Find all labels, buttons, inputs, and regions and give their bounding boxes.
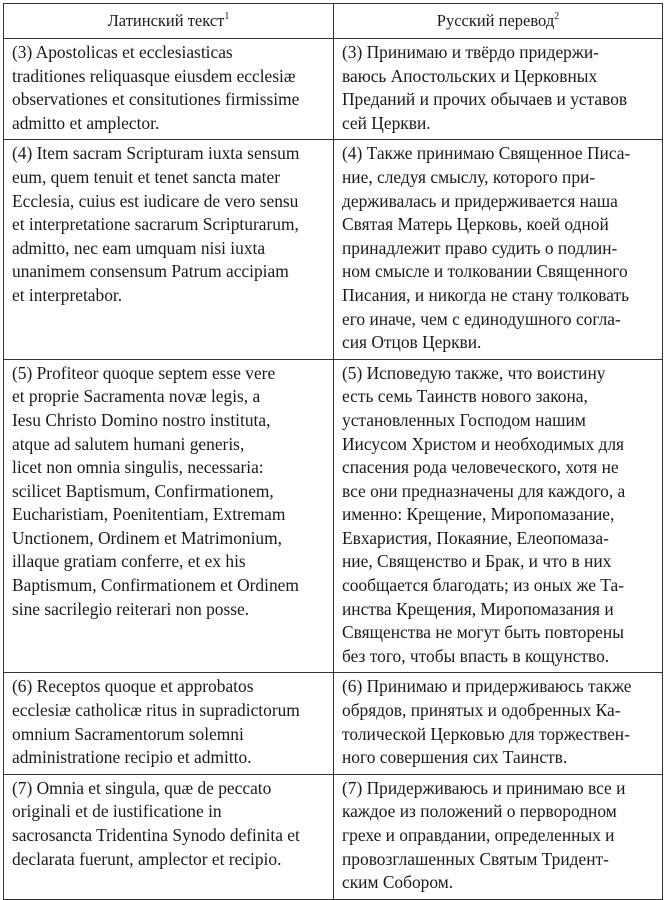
text-line: sine sacrilegio reiterari non posse. xyxy=(12,598,250,619)
text-line: (6) Receptos quoque et approbatos xyxy=(12,676,254,697)
text-line: Преданий и прочих обычаев и уставов xyxy=(342,89,628,110)
text-line: Писания, и никогда не стану толковать xyxy=(342,284,630,305)
text-line: сообщается благодать; из оных же Та- xyxy=(342,575,625,596)
russian-cell xyxy=(334,359,663,673)
text-line: Ecclesia, cuius est iudicare de vero sensu xyxy=(12,190,299,211)
text-line: ние, Священство и Брак, и что в них xyxy=(342,551,612,572)
text-line: Baptismum, Confirmationem et Ordinem xyxy=(12,575,299,596)
footnote-marker-2: 2 xyxy=(554,11,560,22)
text-line: declarata fuerunt, amplector et recipio. xyxy=(12,848,282,869)
text-line: (4) Item sacram Scripturam iuxta sensum xyxy=(12,143,300,164)
text-line: traditiones reliquasque eiusdem ecclesiæ xyxy=(12,65,296,86)
latin-cell xyxy=(4,673,334,774)
text-line: спасения рода человеческого, хотя не xyxy=(342,457,619,478)
text-line: scilicet Baptismum, Confirmationem, xyxy=(12,480,274,501)
latin-cell xyxy=(4,774,334,899)
header-russian-label: Русский перевод xyxy=(436,11,555,30)
text-line: illaque gratiam conferre, et ex his xyxy=(12,551,246,572)
text-line: держивалась и придерживается наша xyxy=(342,190,618,211)
text-line: ecclesiæ catholicæ ritus in supradictorum xyxy=(12,700,300,721)
text-line: без того, чтобы впасть в кощунство. xyxy=(342,645,610,666)
text-line: omnium Sacramentorum solemni xyxy=(12,723,244,744)
text-line: толической Церковью для торжествен- xyxy=(342,723,630,744)
text-line: (7) Omnia et singula, quæ de peccato xyxy=(12,777,272,798)
text-line: ном смысле и толковании Священного xyxy=(342,261,628,282)
text-line: et interpretatione sacrarum Scripturarum, xyxy=(12,214,299,235)
text-line: atque ad salutem humani generis, xyxy=(12,433,245,454)
russian-cell xyxy=(334,774,663,899)
text-line: Святая Матерь Церковь, коей одной xyxy=(342,214,609,235)
text-line: (3) Принимаю и твёрдо придержи- xyxy=(342,42,599,62)
header-latin-label: Латинский текст xyxy=(107,11,225,30)
text-line: et proprie Sacramenta novæ legis, a xyxy=(12,386,261,407)
text-line: admitto et amplector. xyxy=(12,112,160,133)
latin-cell xyxy=(4,140,334,359)
text-line: принадлежит право судить о подлин- xyxy=(342,237,618,258)
text-line: (6) Принимаю и придерживаюсь также xyxy=(342,676,632,697)
text-line: его иначе, чем с единодушного согла- xyxy=(342,308,621,329)
text-line: обрядов, принятых и одобренных Ка- xyxy=(342,700,621,721)
text-line: ного совершения сих Таинств. xyxy=(342,747,568,768)
text-line: провозглашенных Святым Тридент- xyxy=(342,848,609,869)
text-line: Евхаристия, Покаяние, Елеопомаза- xyxy=(342,527,609,548)
text-line: установленных Господом нашим xyxy=(342,409,586,430)
text-line: каждое из положений о первородном xyxy=(342,801,617,822)
text-line: Iesu Christo Domino nostro instituta, xyxy=(12,409,271,430)
text-line: licet non omnia singulis, necessaria: xyxy=(12,457,264,478)
russian-cell xyxy=(334,39,663,140)
text-line: admitto, nec eam umquam nisi iuxta xyxy=(12,237,266,258)
text-line: сей Церкви. xyxy=(342,112,431,133)
text-line: Eucharistiam, Poenitentiam, Extremam xyxy=(12,504,286,525)
text-line: сия Отцов Церкви. xyxy=(342,332,482,353)
russian-cell xyxy=(334,673,663,774)
text-line: sacrosancta Tridentina Synodo definita et xyxy=(12,825,300,845)
text-line: грехе и оправдании, определенных и xyxy=(342,825,615,845)
table-row xyxy=(4,39,663,140)
header-russian xyxy=(334,4,663,39)
text-line: (7) Придерживаюсь и принимаю все и xyxy=(342,777,626,798)
text-line: administratione recipio et admitto. xyxy=(12,747,252,768)
text-line: все они предназначены для каждого, а xyxy=(342,480,626,501)
table-row xyxy=(4,673,663,774)
text-line: (5) Исповедую также, что воистину xyxy=(342,362,606,383)
russian-cell xyxy=(334,140,663,359)
text-line: unanimem consensum Patrum accipiam xyxy=(12,261,289,282)
text-line: именно: Крещение, Миропомазание, xyxy=(342,504,615,525)
latin-cell xyxy=(4,359,334,673)
text-line: есть семь Таинств нового закона, xyxy=(342,386,588,407)
text-line: originali et de iustificatione in xyxy=(12,801,222,822)
text-line: (5) Profiteor quoque septem esse vere xyxy=(12,362,276,383)
latin-cell xyxy=(4,39,334,140)
footnote-marker-1: 1 xyxy=(224,11,230,22)
text-line: ние, следуя смыслу, которого при- xyxy=(342,166,596,187)
table-row xyxy=(4,140,663,359)
text-line: ваюсь Апостольских и Церковных xyxy=(342,65,598,86)
table-row xyxy=(4,359,663,673)
text-line: Священства не могут быть повторены xyxy=(342,622,624,643)
header-latin xyxy=(4,4,334,39)
text-line: Unctionem, Ordinem et Matrimonium, xyxy=(12,527,282,548)
text-line: Иисусом Христом и необходимых для xyxy=(342,433,625,454)
parallel-text-table xyxy=(3,3,663,900)
text-line: (3) Apostolicas et ecclesiasticas xyxy=(12,42,233,62)
table-row xyxy=(4,774,663,899)
table-header-row xyxy=(4,4,663,39)
text-line: eum, quem tenuit et tenet sancta mater xyxy=(12,166,281,187)
text-line: (4) Также принимаю Священное Писа- xyxy=(342,143,631,164)
text-line: observationes et consitutiones firmissime xyxy=(12,89,300,110)
text-line: инства Крещения, Миропомазания и xyxy=(342,598,614,619)
text-line: et interpretabor. xyxy=(12,284,123,305)
text-line: ским Собором. xyxy=(342,872,454,893)
